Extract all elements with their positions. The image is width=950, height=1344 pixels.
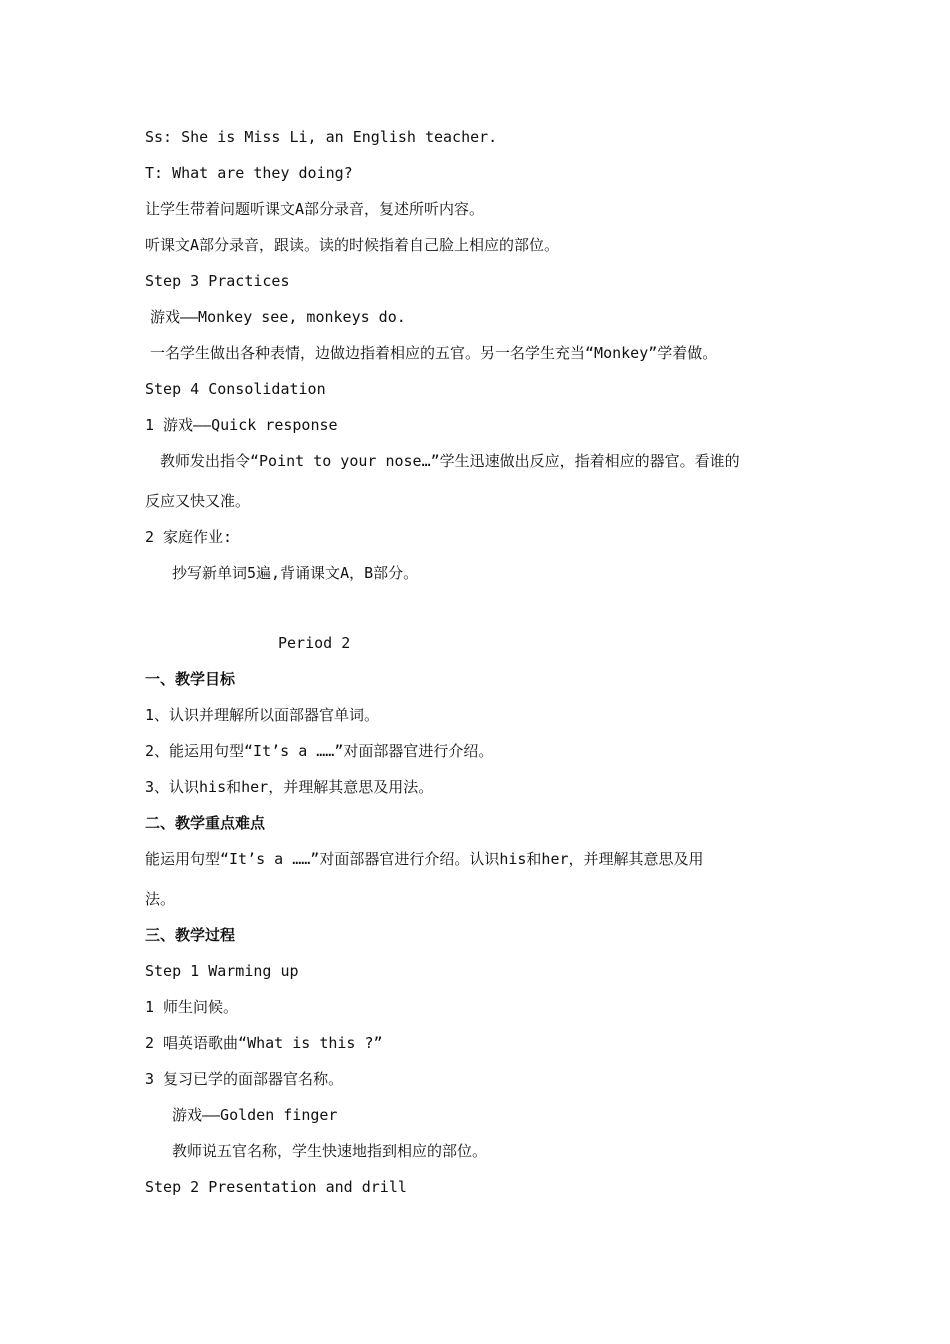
instruction-line: 听课文A部分录音，跟读。读的时候指着自己脸上相应的部位。 (145, 236, 560, 254)
homework-line: 抄写新单词5遍,背诵课文A，B部分。 (172, 564, 419, 582)
key-points-line: 法。 (145, 890, 176, 908)
process-line: 3 复习已学的面部器官名称。 (145, 1070, 344, 1088)
process-line: 2 唱英语歌曲“What is this ?” (145, 1034, 383, 1052)
step-heading: Step 4 Consolidation (145, 380, 326, 398)
key-points-line: 能运用句型“It’s a ……”对面部器官进行介绍。认识his和her，并理解其意思及用 (145, 850, 704, 868)
objective-item: 2、能运用句型“It’s a ……”对面部器官进行介绍。 (145, 742, 494, 760)
step-heading: Step 2 Presentation and drill (145, 1178, 407, 1196)
section-heading: 二、教学重点难点 (145, 814, 266, 832)
game-line: 1 游戏——Quick response (145, 416, 338, 434)
instruction-line: 一名学生做出各种表情，边做边指着相应的五官。另一名学生充当“Monkey”学着做。 (150, 344, 718, 362)
game-line: 游戏——Monkey see, monkeys do. (150, 308, 406, 326)
process-line: 1 师生问候。 (145, 998, 239, 1016)
objective-item: 3、认识his和her，并理解其意思及用法。 (145, 778, 434, 796)
dialogue-line: T: What are they doing? (145, 164, 353, 182)
instruction-line: 教师发出指令“Point to your nose…”学生迅速做出反应，指着相应的器官。看谁的 (160, 452, 740, 470)
game-line: 游戏——Golden finger (172, 1106, 338, 1124)
objective-item: 1、认识并理解所以面部器官单词。 (145, 706, 380, 724)
homework-heading: 2 家庭作业: (145, 528, 233, 546)
step-heading: Step 1 Warming up (145, 962, 299, 980)
section-heading: 三、教学过程 (145, 926, 236, 944)
dialogue-line: Ss: She is Miss Li, an English teacher. (145, 128, 498, 146)
step-heading: Step 3 Practices (145, 272, 290, 290)
process-line: 教师说五官名称，学生快速地指到相应的部位。 (172, 1142, 488, 1160)
section-heading: 一、教学目标 (145, 670, 236, 688)
period-title: Period 2 (278, 634, 351, 652)
instruction-line: 让学生带着问题听课文A部分录音，复述所听内容。 (145, 200, 485, 218)
instruction-line: 反应又快又准。 (145, 492, 251, 510)
